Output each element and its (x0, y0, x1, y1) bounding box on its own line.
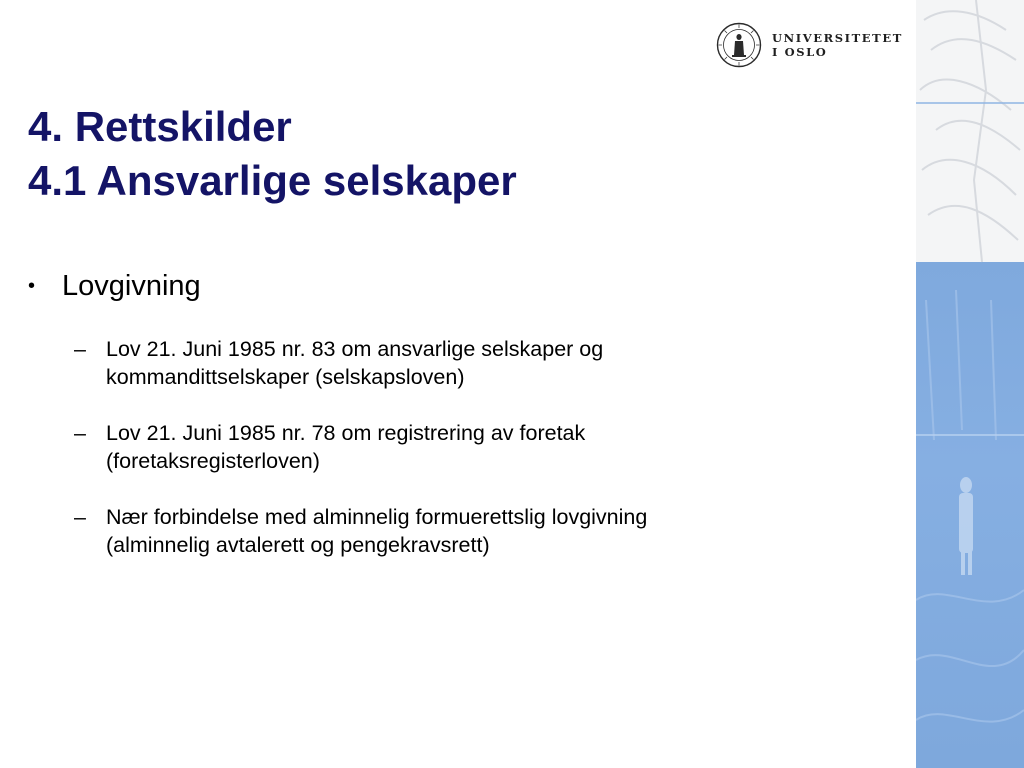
university-seal-icon (716, 22, 762, 68)
dash-icon: – (74, 505, 86, 529)
sub-bullet-line: Nær forbindelse med alminnelig formuerettslig lovgivning (106, 505, 648, 529)
logo-line-2: I OSLO (772, 45, 828, 59)
bullet-item (28, 264, 898, 308)
logo-line-1: UNIVERSITETET (772, 31, 903, 45)
statue-pattern-icon (916, 0, 1024, 768)
logo-text (772, 31, 903, 59)
sub-bullet-item (28, 335, 898, 391)
slide-title (28, 100, 517, 208)
dash-icon: – (74, 421, 86, 445)
sub-bullet-item (28, 419, 898, 475)
dash-icon: – (74, 337, 86, 361)
sub-bullet-line: kommandittselskaper (selskapsloven) (106, 365, 465, 389)
sub-bullet-line: Lov 21. Juni 1985 nr. 83 om ansvarlige selskaper og (106, 337, 604, 361)
title-line-1: 4. Rettskilder (28, 103, 292, 150)
sub-bullet-item (28, 503, 898, 559)
decorative-side-strip (916, 0, 1024, 768)
sub-bullet-line: Lov 21. Juni 1985 nr. 78 om registrering av foretak (106, 421, 586, 445)
university-logo (716, 22, 906, 70)
title-line-2: 4.1 Ansvarlige selskaper (28, 157, 517, 204)
bullet-label: Lovgivning (62, 270, 201, 302)
slide-content (28, 264, 898, 587)
bullet-dot-icon: • (28, 275, 36, 297)
sub-bullet-line: (foretaksregisterloven) (106, 449, 320, 473)
sub-bullet-line: (alminnelig avtalerett og pengekravsrett) (106, 533, 490, 557)
sub-bullet-list (28, 335, 898, 559)
